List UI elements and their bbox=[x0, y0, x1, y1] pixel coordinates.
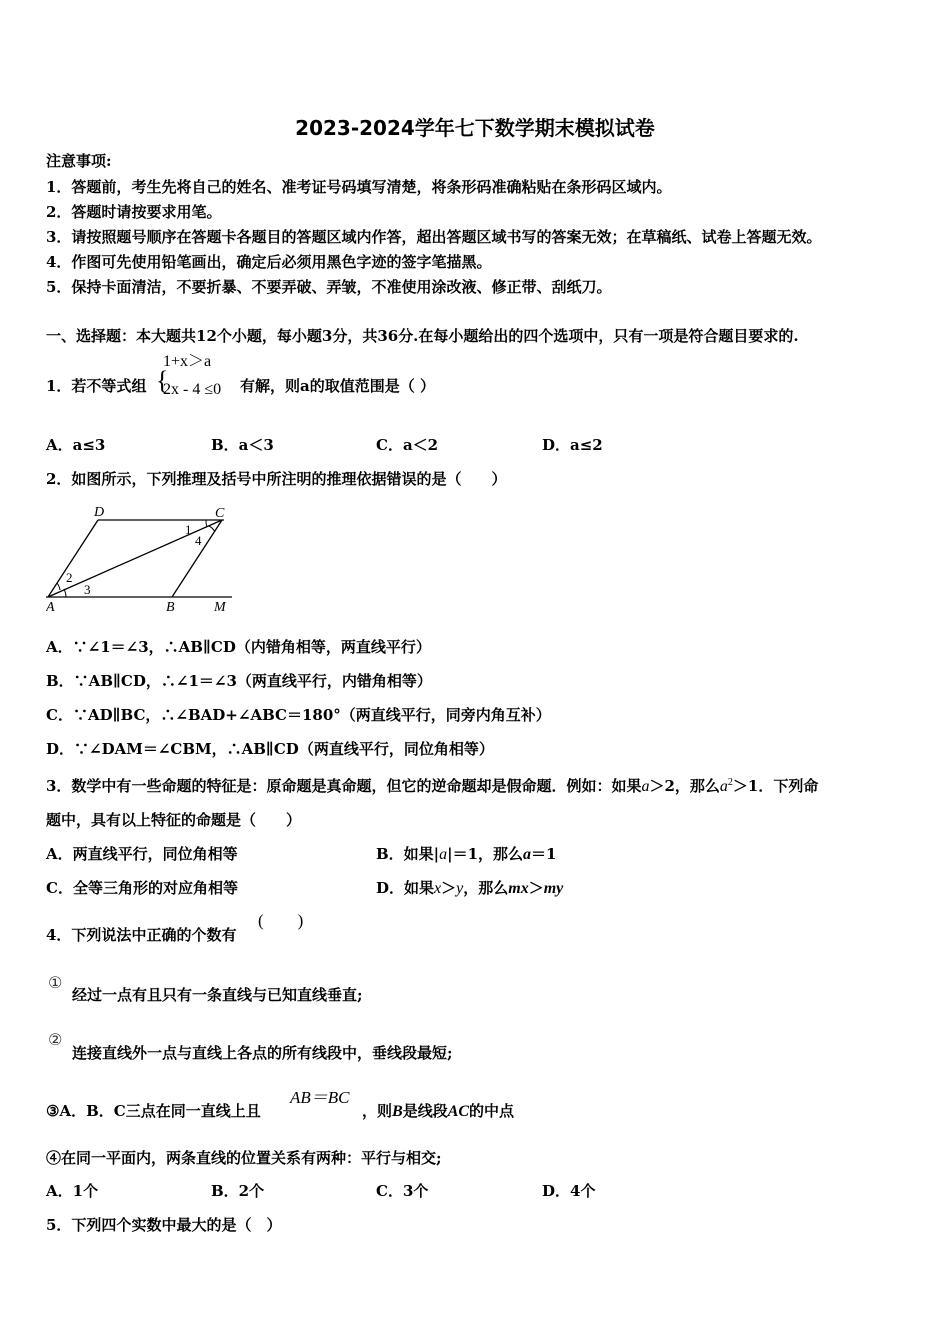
q4-statement-3-tail bbox=[362, 1101, 514, 1122]
q3-optb-var-1: a bbox=[439, 846, 448, 863]
label-m: M bbox=[214, 600, 226, 615]
q4-s3-var-ac: AC bbox=[447, 1103, 470, 1120]
q3-text-f: ＞1．下列命 bbox=[732, 777, 819, 795]
label-c: C bbox=[215, 506, 225, 521]
q4-s3-math: AB＝BC bbox=[290, 1088, 350, 1107]
q3-optb-text-1: B．如果| bbox=[376, 845, 440, 863]
q1-system-line-1: 1+x＞a bbox=[163, 353, 212, 370]
q4-statement-1-number: ① bbox=[48, 973, 63, 992]
q3-stem-line-1 bbox=[46, 773, 818, 797]
angle-label-2: 2 bbox=[66, 570, 73, 585]
q4-s3-var-b: B bbox=[392, 1103, 403, 1120]
q4-statement-2: 连接直线外一点与直线上各点的所有线段中，垂线段最短; bbox=[72, 1044, 453, 1062]
q2-option-d: D．∵∠DAM＝∠CBM，∴AB∥CD（两直线平行，同位角相等） bbox=[46, 740, 494, 758]
q3-optb-text-2: |＝1，那么 bbox=[447, 845, 524, 863]
q2-option-a: A．∵∠1＝∠3，∴AB∥CD（内错角相等，两直线平行） bbox=[46, 638, 431, 656]
q4-statement-1: 经过一点有且只有一条直线与已知直线垂直; bbox=[72, 986, 363, 1004]
q4-s3-text-3: 是线段 bbox=[402, 1102, 448, 1120]
q3-text-c: ＞2，那么 bbox=[649, 777, 720, 795]
q1-system-line-2: 2x - 4 ≤0 bbox=[163, 381, 222, 398]
angle-label-3: 3 bbox=[84, 582, 91, 597]
q3-optd-gt-1: ＞ bbox=[441, 879, 457, 897]
notice-heading: 注意事项: bbox=[46, 152, 112, 170]
q4-option-b: B．2个 bbox=[211, 1182, 265, 1200]
q2-option-b: B．∵AB∥CD，∴∠1＝∠3（两直线平行，内错角相等） bbox=[46, 672, 432, 690]
q1-option-a: A．a≤3 bbox=[46, 436, 106, 454]
q3-optb-text-3: ＝1 bbox=[531, 845, 557, 863]
q2-stem: 2．如图所示，下列推理及括号中所注明的推理依据错误的是（ ） bbox=[46, 470, 507, 488]
q1-option-b: B．a＜3 bbox=[211, 436, 274, 454]
q3-option-c: C．全等三角形的对应角相等 bbox=[46, 879, 238, 897]
q3-optd-gt-2: ＞ bbox=[528, 879, 544, 897]
q3-text-a: 3．数学中有一些命题的特征是：原命题是真命题，但它的逆命题却是假命题．例如：如果 bbox=[46, 777, 642, 795]
q4-s3-text-4: 的中点 bbox=[469, 1102, 515, 1120]
q5-stem: 5．下列四个实数中最大的是（ ） bbox=[46, 1216, 282, 1234]
q4-option-d: D．4个 bbox=[542, 1182, 596, 1200]
q3-option-a: A．两直线平行，同位角相等 bbox=[46, 845, 238, 863]
q3-var-a2: a bbox=[719, 778, 728, 795]
q3-optd-text-2: ，那么 bbox=[463, 879, 509, 897]
label-d: D bbox=[94, 505, 105, 520]
q3-optd-var-x: x bbox=[434, 880, 442, 897]
q4-statement-4: ④在同一平面内，两条直线的位置关系有两种：平行与相交; bbox=[46, 1149, 442, 1167]
q4-s3-text-2: ，则 bbox=[362, 1102, 393, 1120]
angle-label-1: 1 bbox=[185, 522, 192, 537]
q3-option-b bbox=[376, 844, 556, 865]
notice-item-1: 1．答题前，考生先将自己的姓名、准考证号码填写清楚，将条形码准确粘贴在条形码区域内。 bbox=[46, 178, 672, 196]
q4-option-a: A．1个 bbox=[46, 1182, 99, 1200]
q3-optd-var-my: my bbox=[543, 880, 564, 897]
q4-stem: 4．下列说法中正确的个数有 bbox=[46, 926, 237, 944]
q3-optd-var-mx: mx bbox=[508, 880, 529, 897]
q4-statement-2-number: ② bbox=[48, 1030, 63, 1049]
notice-item-3: 3．请按照题号顺序在答题卡各题目的答题区域内作答，超出答题区域书写的答案无效；在草稿纸、试卷上答题无效。 bbox=[46, 228, 822, 246]
q3-optd-text-1: D．如果 bbox=[376, 879, 435, 897]
notice-item-4: 4．作图可先使用铅笔画出，确定后必须用黑色字迹的签字笔描黑。 bbox=[46, 253, 492, 271]
label-a: A bbox=[46, 600, 55, 615]
q3-optd-var-y: y bbox=[456, 880, 464, 897]
page-title: 2023-2024学年七下数学期末模拟试卷 bbox=[295, 116, 655, 140]
q1-suffix: 有解，则a的取值范围是（ ） bbox=[240, 377, 435, 395]
label-b: B bbox=[166, 600, 175, 615]
q3-exponent: 2 bbox=[727, 777, 733, 788]
q4-option-c: C．3个 bbox=[376, 1182, 429, 1200]
section-heading: 一、选择题：本大题共12个小题，每小题3分，共36分.在每小题给出的四个选项中，只有一项是符合题目要求的. bbox=[46, 327, 799, 345]
q2-option-c: C．∵AD∥BC，∴∠BAD+∠ABC＝180°（两直线平行，同旁内角互补） bbox=[46, 706, 551, 724]
q4-statement-3 bbox=[46, 1101, 261, 1121]
q3-var-a: a bbox=[641, 778, 650, 795]
q3-stem-line-2: 题中，具有以上特征的命题是（ ） bbox=[46, 811, 302, 829]
q1-prefix: 1．若不等式组 bbox=[46, 377, 147, 395]
q3-option-d bbox=[376, 878, 563, 899]
q1-option-c: C．a＜2 bbox=[376, 436, 439, 454]
notice-item-2: 2．答题时请按要求用笔。 bbox=[46, 203, 222, 221]
parallelogram-figure bbox=[46, 503, 236, 615]
q1-brace: { bbox=[156, 366, 169, 395]
q4-answer-paren: ( ) bbox=[258, 911, 304, 930]
q1-option-d: D．a≤2 bbox=[542, 436, 603, 454]
angle-label-4: 4 bbox=[195, 533, 202, 548]
q3-optb-var-2: a bbox=[523, 846, 532, 863]
q4-s3-text-1: ③A．B．C三点在同一直线上且 bbox=[46, 1102, 261, 1120]
notice-item-5: 5．保持卡面清洁，不要折暴、不要弄破、弄皱，不准使用涂改液、修正带、刮纸刀。 bbox=[46, 278, 612, 296]
